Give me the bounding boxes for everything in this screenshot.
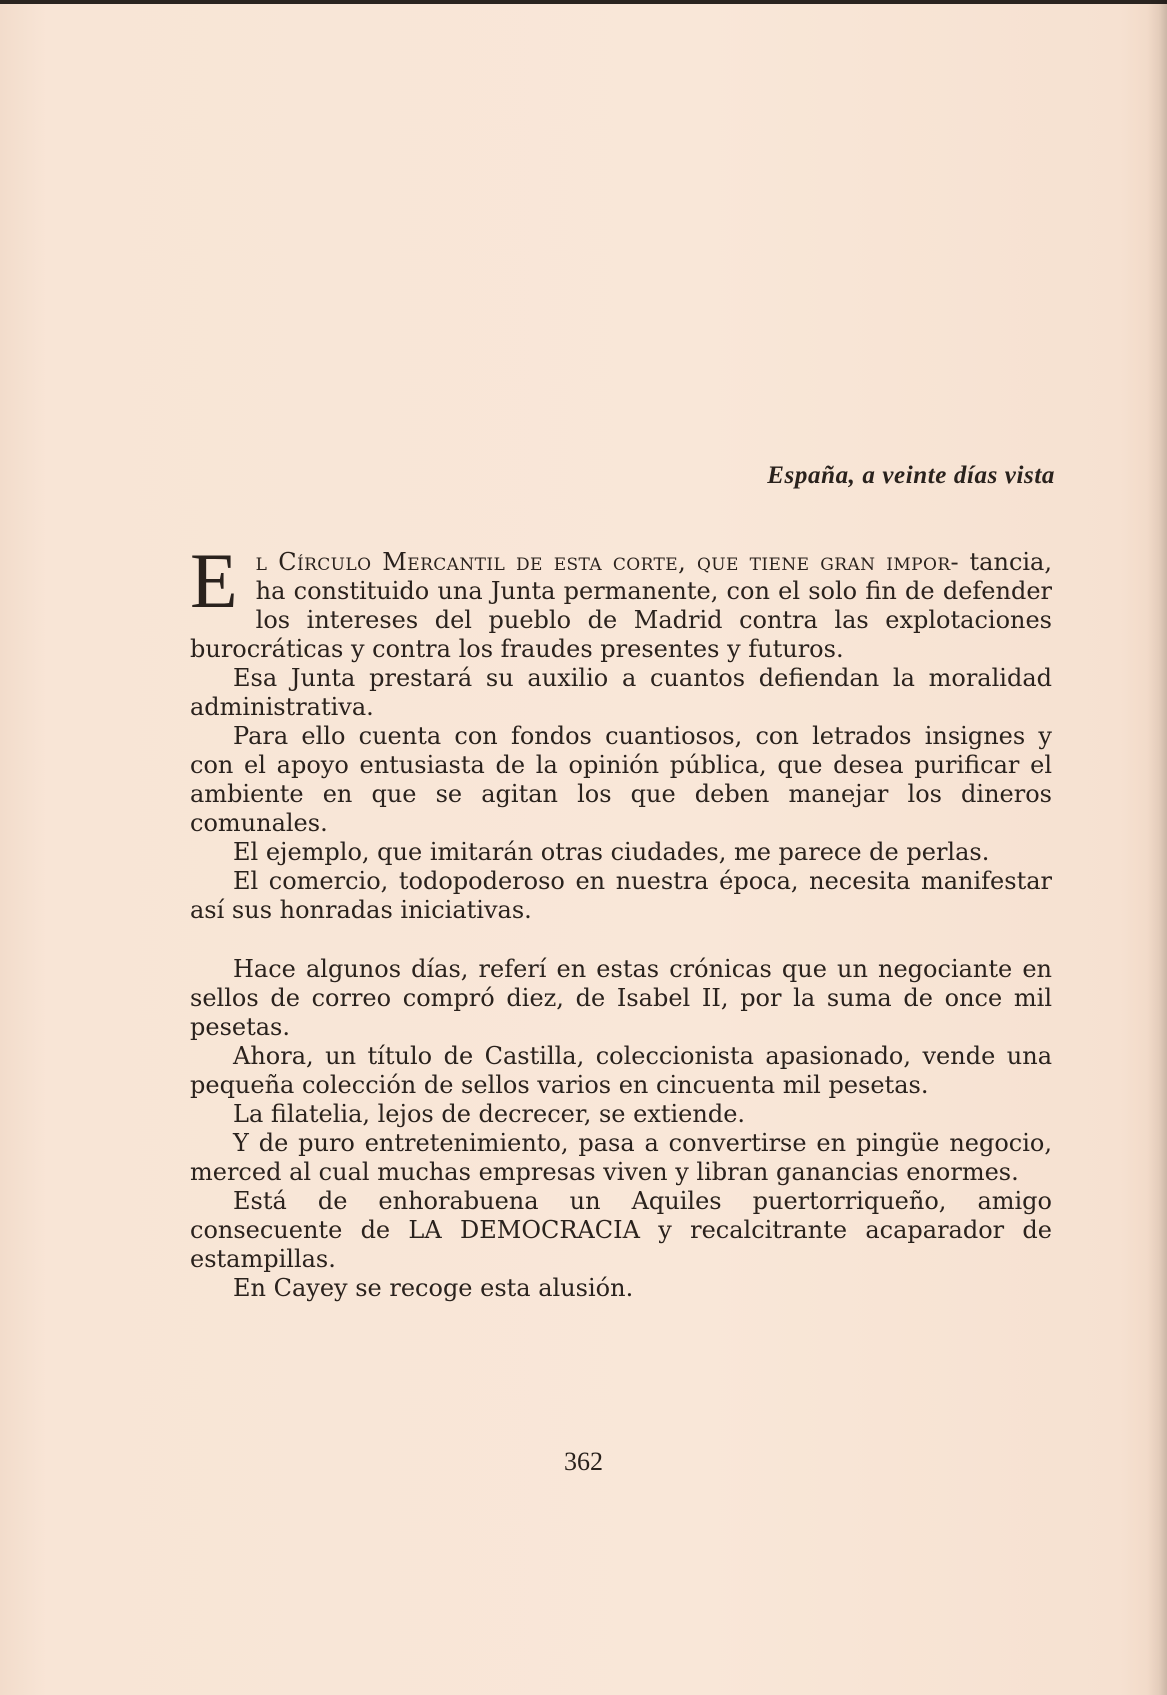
opening-paragraph bbox=[190, 537, 1052, 664]
drop-cap: E bbox=[190, 537, 238, 624]
paragraph: Está de enhorabuena un Aquiles puertorriqueño, amigo consecuente de LA DEMOCRACIA y recalcitrante acaparador de estampillas. bbox=[190, 1187, 1052, 1273]
paragraph: Para ello cuenta con fondos cuantiosos, con letrados insignes y con el apoyo entusiasta de la opinión pública, que desea purificar el ambiente en que se agitan los que deben manejar los dineros comunales. bbox=[190, 722, 1052, 837]
paragraph: En Cayey se recoge esta alusión. bbox=[233, 1274, 634, 1302]
page-number: 362 bbox=[564, 1447, 603, 1476]
paragraph: Y de puro entretenimiento, pasa a convertirse en pingüe negocio, merced al cual muchas empresas viven y libran ganancias enormes. bbox=[190, 1129, 1052, 1186]
section-break bbox=[190, 925, 1052, 955]
paragraph: Ahora, un título de Castilla, coleccionista apasionado, vende una pequeña colección de sellos varios en cincuenta mil pesetas. bbox=[190, 1042, 1052, 1099]
opening-smallcaps: l Círculo Mercantil de esta corte, que tiene gran impor- bbox=[255, 548, 960, 576]
opening-paragraph-text: tancia, ha constituido una Junta permanente, con el solo fin de defender los intereses del pueblo de Madrid contra las explotaciones burocráticas y contra los fraudes presentes y futuros. bbox=[190, 548, 1052, 663]
chronicle-body bbox=[190, 537, 1052, 1303]
page-top-edge bbox=[0, 0, 1167, 4]
running-title: España, a veinte días vista bbox=[767, 462, 1055, 489]
paragraph: El ejemplo, que imitarán otras ciudades, me parece de perlas. bbox=[233, 838, 990, 866]
paragraph: Hace algunos días, referí en estas crónicas que un negociante en sellos de correo compró diez, de Isabel II, por la suma de once mil pesetas. bbox=[190, 955, 1052, 1041]
paragraph: Esa Junta prestará su auxilio a cuantos defiendan la moralidad administrativa. bbox=[190, 664, 1052, 721]
page-right-edge-shadow bbox=[1147, 0, 1167, 1695]
paragraph: La filatelia, lejos de decrecer, se extiende. bbox=[233, 1100, 746, 1128]
paragraph: El comercio, todopoderoso en nuestra época, necesita manifestar así sus honradas iniciativas. bbox=[190, 867, 1052, 924]
